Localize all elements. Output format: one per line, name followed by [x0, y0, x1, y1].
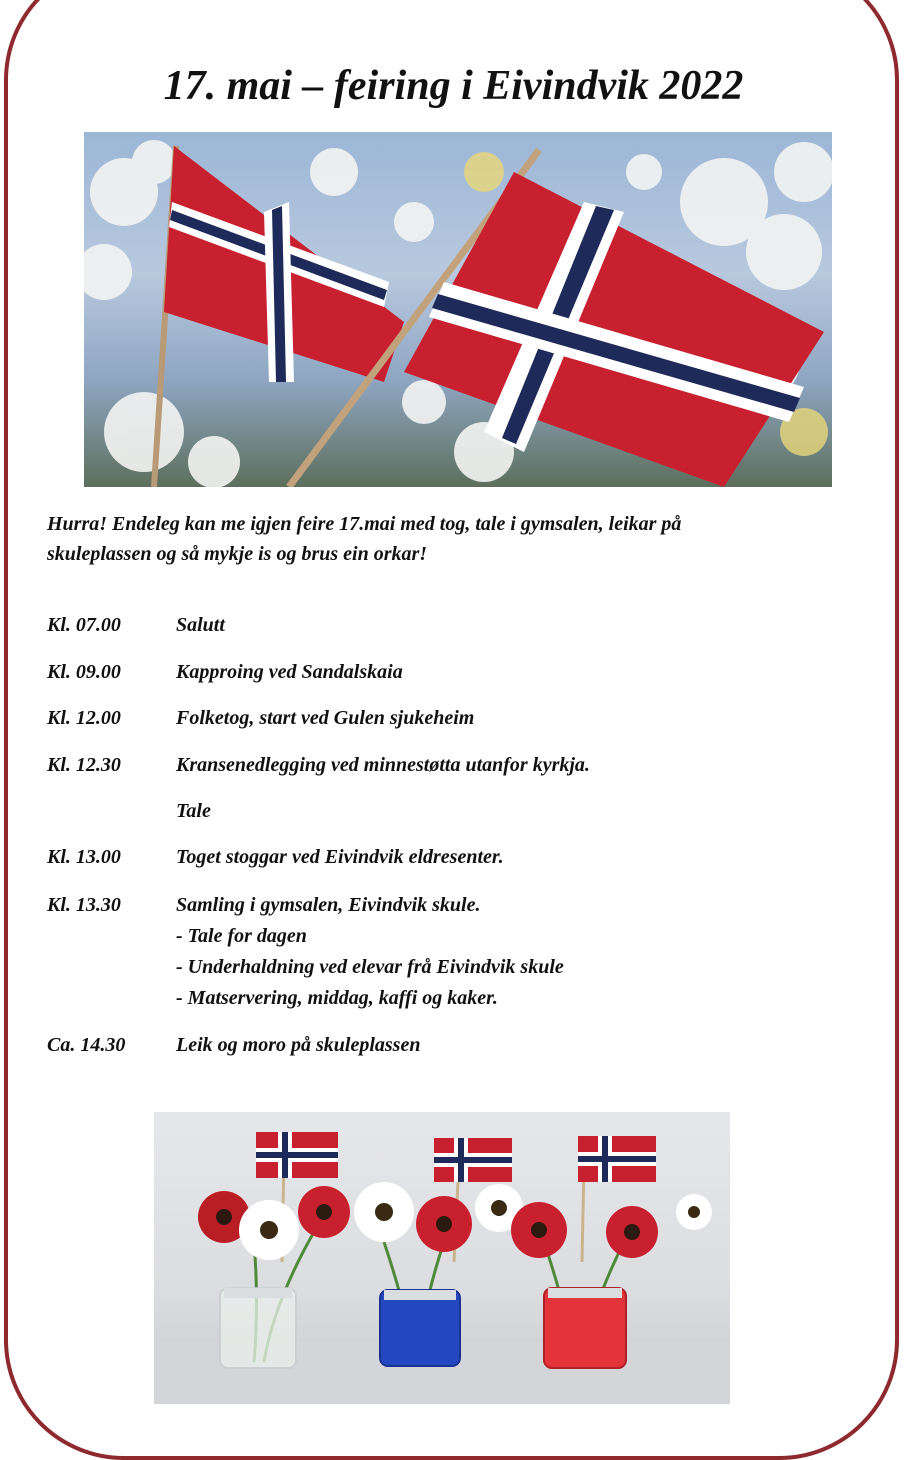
- schedule-subitem: - Tale for dagen: [176, 925, 307, 947]
- schedule-time: Ca. 14.30: [47, 1034, 126, 1056]
- schedule-desc: Salutt: [176, 614, 225, 636]
- schedule-time: Kl. 07.00: [47, 614, 121, 636]
- schedule-subitem: - Matservering, middag, kaffi og kaker.: [176, 987, 498, 1009]
- schedule-time: Kl. 13.00: [47, 846, 121, 868]
- schedule-desc: Leik og moro på skuleplassen: [176, 1034, 421, 1056]
- intro-line-2: skuleplassen og så mykje is og brus ein orkar!: [47, 543, 428, 565]
- schedule-desc: Samling i gymsalen, Eivindvik skule.: [176, 894, 481, 916]
- intro-text: [47, 509, 867, 569]
- schedule-desc: Toget stoggar ved Eivindvik eldresenter.: [176, 846, 504, 868]
- intro-line-1: Hurra! Endeleg kan me igjen feire 17.mai med tog, tale i gymsalen, leikar på: [47, 513, 682, 535]
- schedule-time: Kl. 13.30: [47, 894, 121, 916]
- page-title: 17. mai – feiring i Eivindvik 2022: [163, 63, 744, 109]
- schedule-desc: Folketog, start ved Gulen sjukeheim: [176, 707, 475, 729]
- schedule-subitem: - Underhaldning ved elevar frå Eivindvik skule: [176, 956, 564, 978]
- schedule-time: Kl. 12.00: [47, 707, 121, 729]
- flags-illustration: [84, 132, 832, 487]
- flowers-illustration: [154, 1112, 730, 1404]
- schedule-desc: Kapproing ved Sandalskaia: [176, 661, 403, 683]
- schedule-time: Kl. 12.30: [47, 754, 121, 776]
- schedule-desc: Kransenedlegging ved minnestøtta utanfor kyrkja.: [176, 754, 590, 776]
- schedule-time: Kl. 09.00: [47, 661, 121, 683]
- flowers-in-jars-photo: [154, 1112, 730, 1404]
- norwegian-flags-photo: [84, 132, 832, 487]
- schedule-desc: Tale: [176, 800, 211, 822]
